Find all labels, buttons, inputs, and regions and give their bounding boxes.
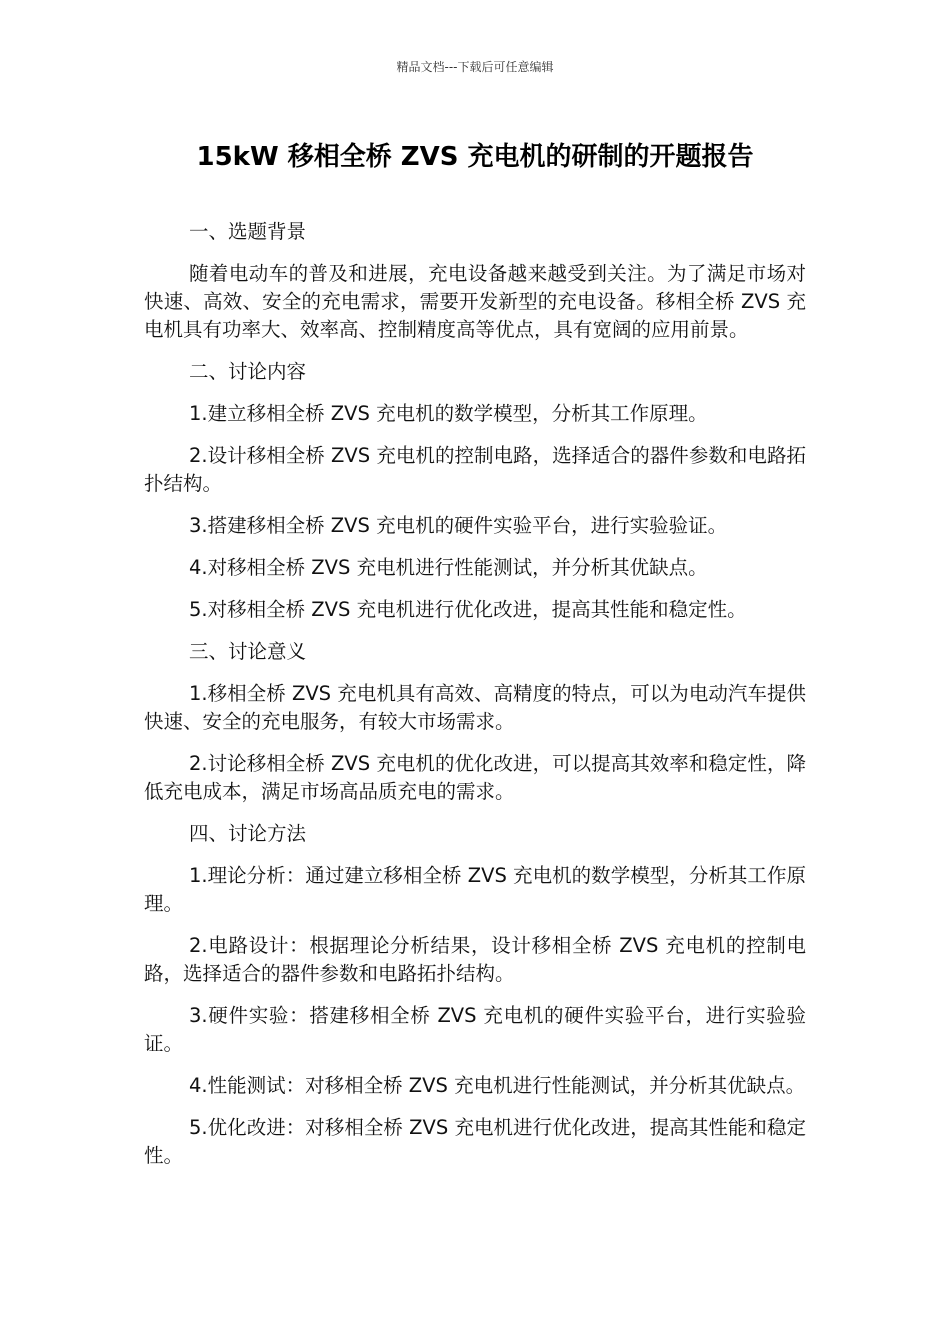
paragraph: 4.对移相全桥 ZVS 充电机进行性能测试，并分析其优缺点。 (189, 556, 708, 579)
section-heading: 一、选题背景 (189, 220, 307, 243)
paragraph: 1.建立移相全桥 ZVS 充电机的数学模型，分析其工作原理。 (189, 402, 708, 425)
document-body (144, 218, 806, 1184)
section-heading: 四、讨论方法 (189, 822, 307, 845)
paragraph: 随着电动车的普及和进展，充电设备越来越受到关注。为了满足市场对快速、高效、安全的充电需求，需要开发新型的充电设备。移相全桥 ZVS 充电机具有功率大、效率高、控制精度高等优点，具有宽阔的应用前景。 (144, 262, 806, 341)
paragraph: 1.移相全桥 ZVS 充电机具有高效、高精度的特点，可以为电动汽车提供快速、安全的充电服务，有较大市场需求。 (144, 682, 806, 733)
section-heading: 三、讨论意义 (189, 640, 307, 663)
page-header: 精品文档---下载后可任意编辑 (396, 60, 554, 74)
section-heading: 二、讨论内容 (189, 360, 307, 383)
paragraph: 2.电路设计：根据理论分析结果，设计移相全桥 ZVS 充电机的控制电路，选择适合的器件参数和电路拓扑结构。 (144, 934, 806, 985)
document-title: 15kW 移相全桥 ZVS 充电机的研制的开题报告 (196, 142, 754, 172)
paragraph: 3.硬件实验：搭建移相全桥 ZVS 充电机的硬件实验平台，进行实验验证。 (144, 1004, 806, 1055)
paragraph: 3.搭建移相全桥 ZVS 充电机的硬件实验平台，进行实验验证。 (189, 514, 728, 537)
paragraph: 1.理论分析：通过建立移相全桥 ZVS 充电机的数学模型，分析其工作原理。 (144, 864, 806, 915)
paragraph: 2.设计移相全桥 ZVS 充电机的控制电路，选择适合的器件参数和电路拓扑结构。 (144, 444, 806, 495)
paragraph: 4.性能测试：对移相全桥 ZVS 充电机进行性能测试，并分析其优缺点。 (189, 1074, 806, 1097)
paragraph: 5.优化改进：对移相全桥 ZVS 充电机进行优化改进，提高其性能和稳定性。 (144, 1116, 806, 1167)
paragraph: 2.讨论移相全桥 ZVS 充电机的优化改进，可以提高其效率和稳定性，降低充电成本，满足市场高品质充电的需求。 (144, 752, 806, 803)
paragraph: 5.对移相全桥 ZVS 充电机进行优化改进，提高其性能和稳定性。 (189, 598, 747, 621)
